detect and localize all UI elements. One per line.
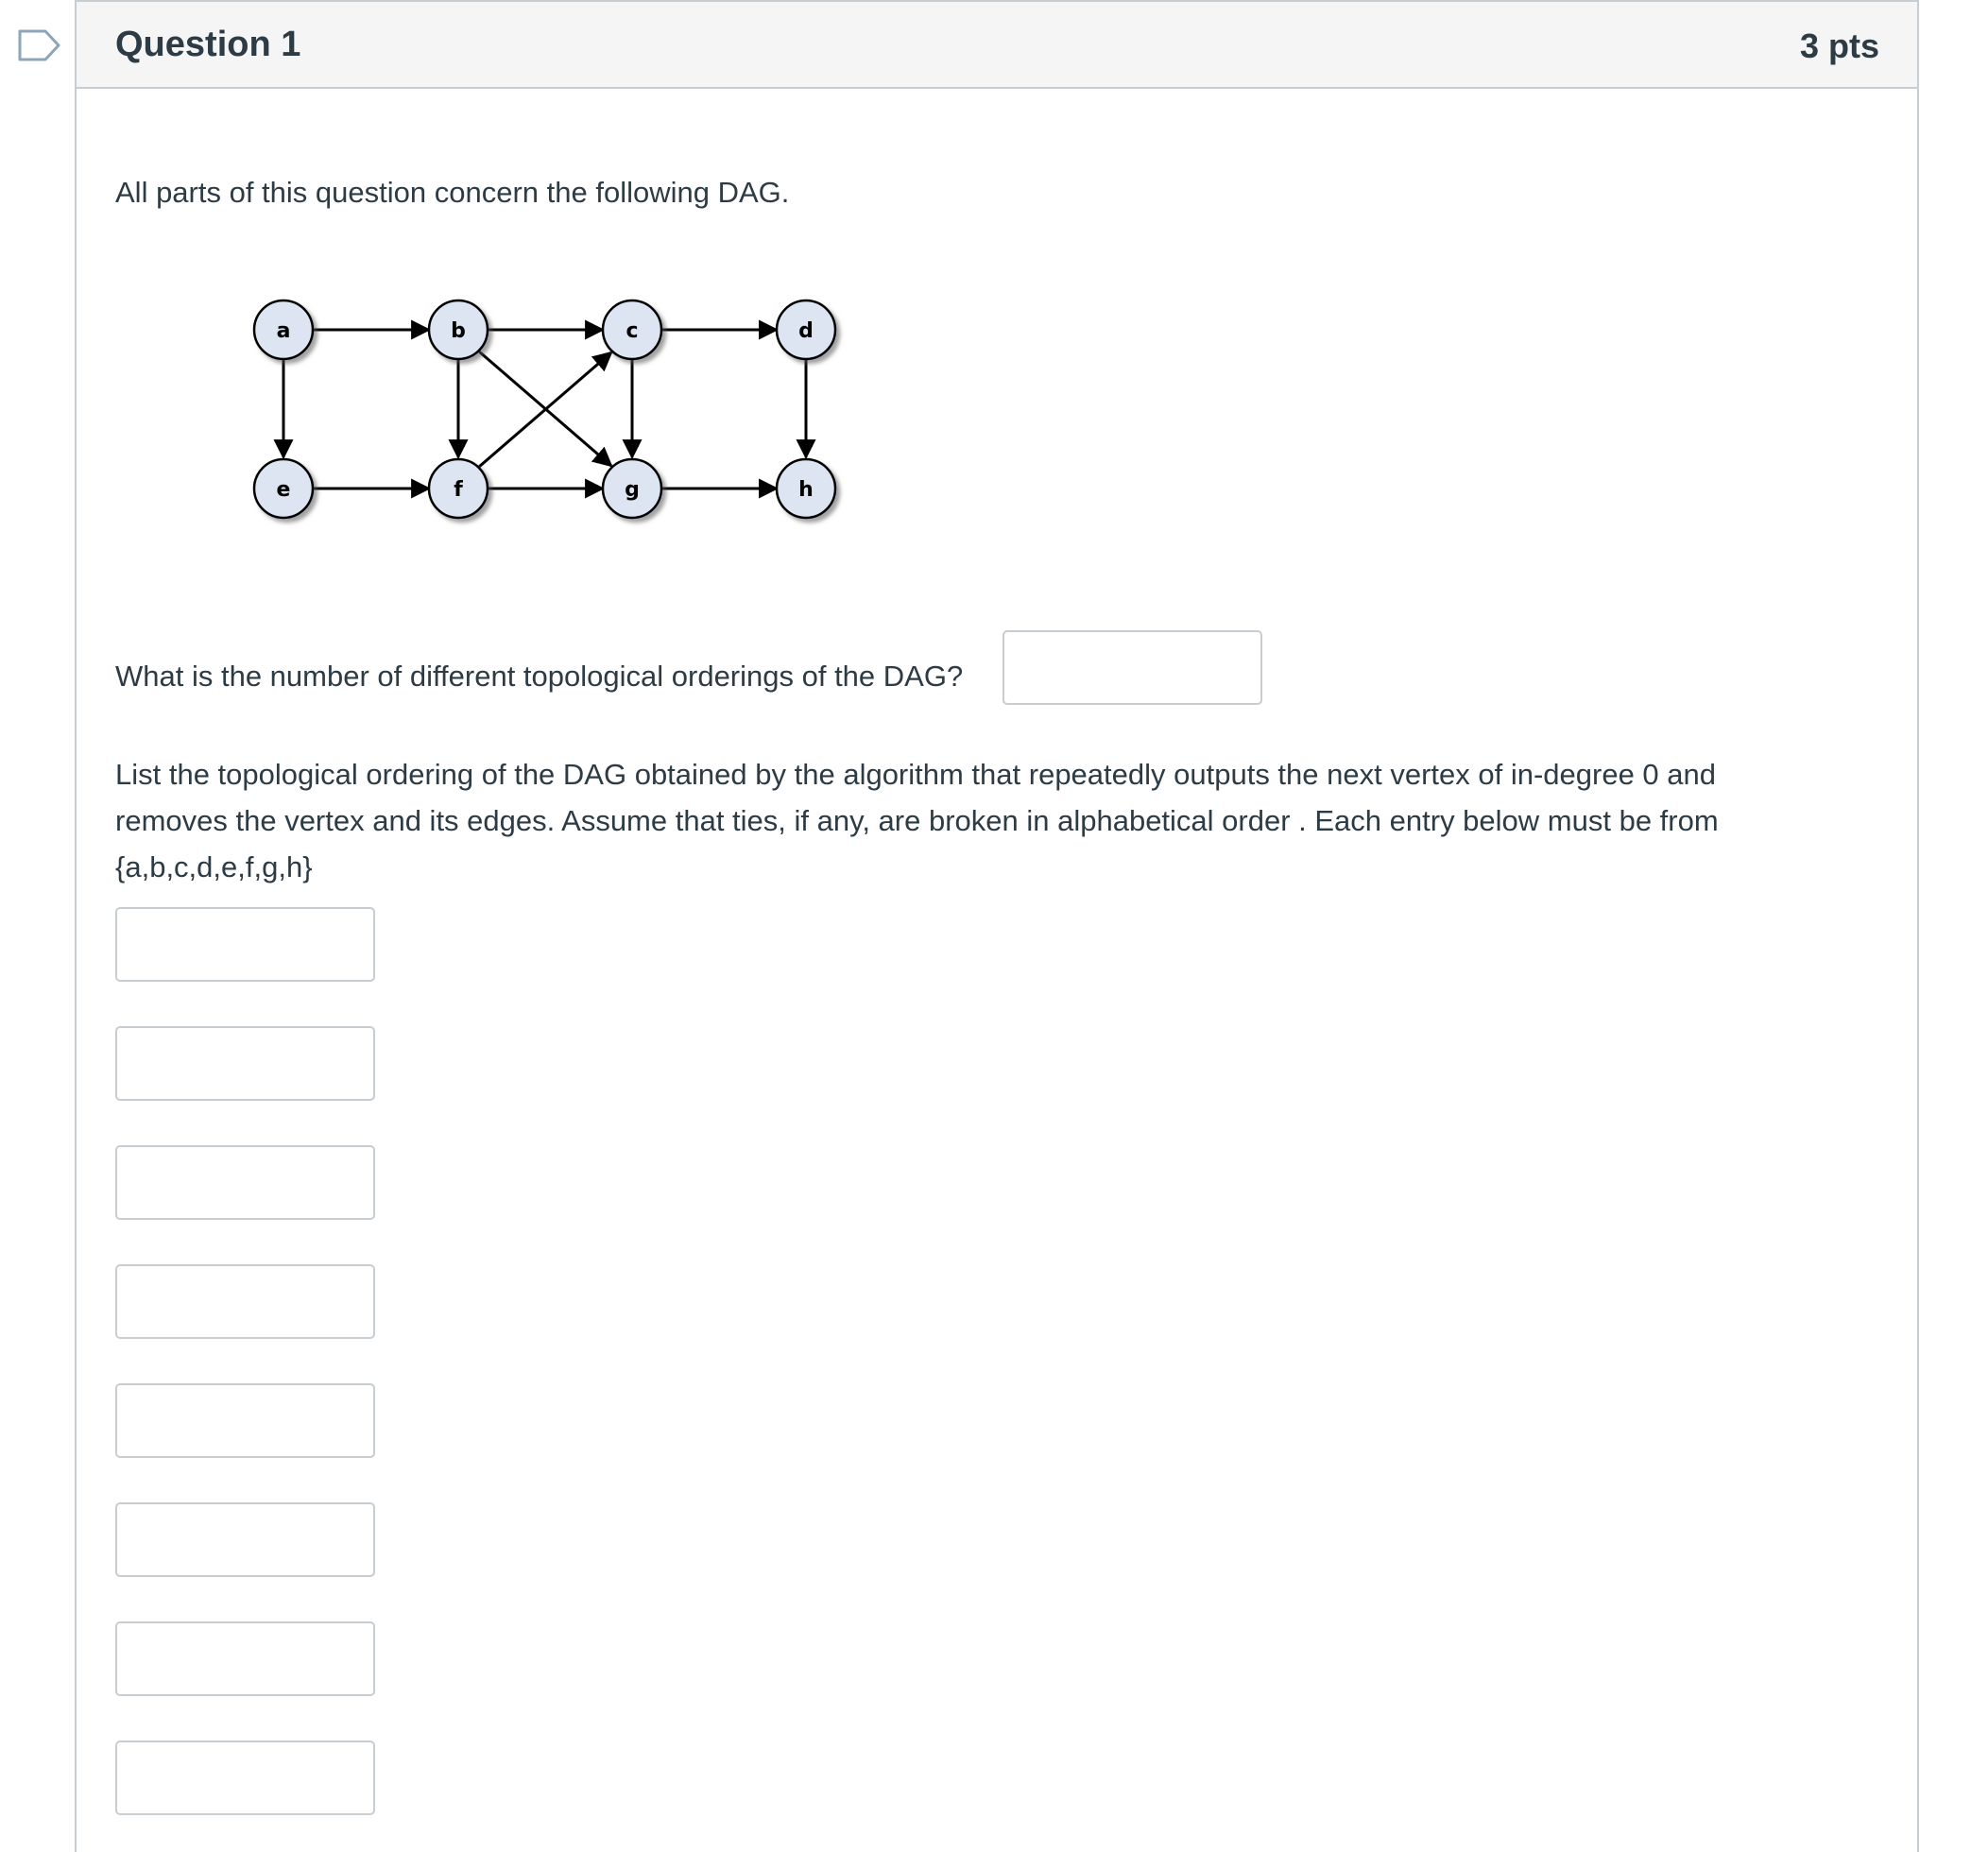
part2-prompt-line3: {a,b,c,d,e,f,g,h} [115, 850, 313, 883]
ordering-input-5[interactable] [115, 1383, 375, 1458]
flag-question-button[interactable] [17, 28, 62, 62]
node-label-c: c [626, 319, 639, 343]
ordering-input-8[interactable] [115, 1741, 375, 1815]
ordering-input-1[interactable] [115, 907, 375, 982]
part1-prompt: What is the number of different topological orderings of the DAG? [115, 660, 964, 693]
node-label-d: d [798, 319, 814, 343]
bookmark-flag-icon [17, 28, 62, 62]
ordering-input-2[interactable] [115, 1026, 375, 1101]
node-label-f: f [454, 478, 463, 502]
question-header [77, 2, 1917, 89]
question-card [75, 0, 1919, 1852]
dag-diagram [167, 257, 876, 540]
node-label-b: b [451, 319, 466, 343]
ordering-input-7[interactable] [115, 1621, 375, 1696]
part2-prompt-line1: List the topological ordering of the DAG obtained by the algorithm that repeatedly outputs the next vertex of in-degree 0 and [115, 758, 1717, 791]
node-label-h: h [798, 478, 814, 502]
topological-count-input[interactable] [1003, 630, 1262, 705]
question-intro: All parts of this question concern the following DAG. [115, 176, 790, 209]
part2-prompt-line2: removes the vertex and its edges. Assume that ties, if any, are broken in alphabetical order . Each entry below must be from [115, 804, 1719, 837]
node-label-e: e [276, 478, 291, 502]
question-title: Question 1 [115, 25, 301, 64]
ordering-input-3[interactable] [115, 1145, 375, 1220]
ordering-input-6[interactable] [115, 1502, 375, 1577]
node-label-a: a [276, 319, 291, 343]
part2-prompt [115, 751, 1873, 890]
node-label-g: g [625, 478, 640, 502]
question-points: 3 pts [1799, 26, 1879, 65]
ordering-input-4[interactable] [115, 1264, 375, 1339]
